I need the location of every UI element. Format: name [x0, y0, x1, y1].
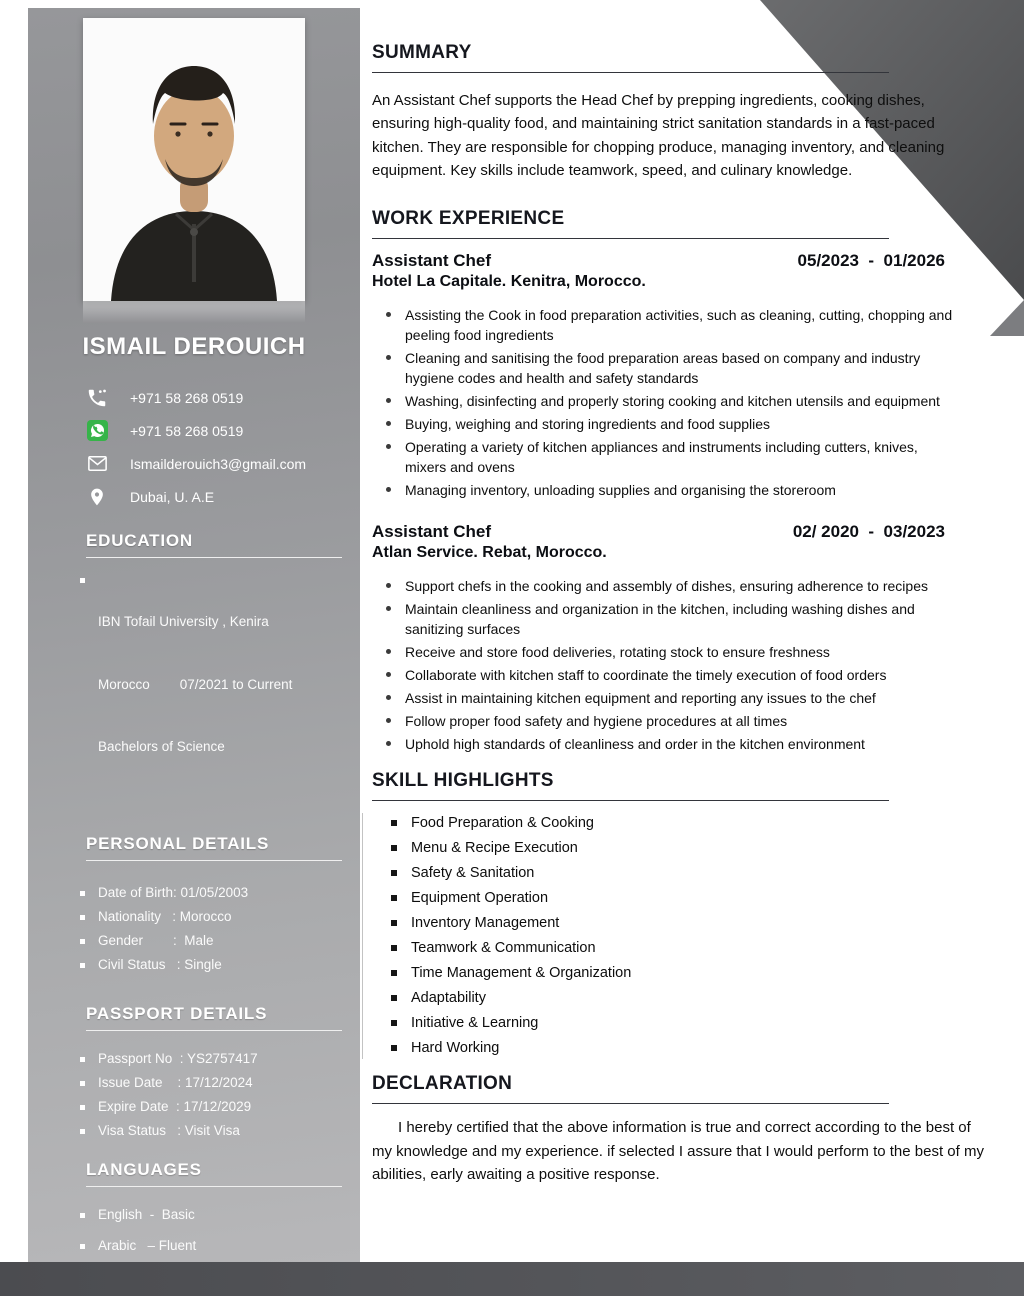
skill-item: [391, 838, 985, 859]
main-content: [372, 8, 985, 1186]
list-item: [80, 1236, 346, 1257]
location-icon: [84, 487, 110, 507]
skills-list: [362, 813, 985, 1059]
square-bullet: [80, 1213, 85, 1218]
job-bullet-text: Support chefs in the cooking and assembly of dishes, ensuring adherence to recipes: [405, 578, 928, 595]
square-bullet: [80, 1244, 85, 1249]
skill-text: Equipment Operation: [411, 890, 549, 907]
date-of-birth: Date of Birth: 01/05/2003: [98, 885, 249, 901]
skills-heading: SKILL HIGHLIGHTS: [372, 770, 889, 801]
education-item: [80, 570, 346, 800]
passport-issue-date: Issue Date : 17/12/2024: [98, 1074, 253, 1090]
square-bullet: [80, 1105, 85, 1110]
personal-details-section: [86, 834, 342, 861]
square-bullet: [391, 970, 397, 976]
education-list: [28, 570, 360, 800]
job-company: Hotel La Capitale. Kenitra, Morocco.: [372, 273, 646, 290]
candidate-name: ISMAIL DEROUICH: [82, 333, 306, 360]
job-title: Assistant Chef: [372, 522, 492, 542]
square-bullet: [80, 915, 85, 920]
square-bullet: [391, 945, 397, 951]
list-item: [80, 1097, 346, 1118]
square-bullet: [80, 1081, 85, 1086]
job-bullet-text: Assisting the Cook in food preparation activities, such as cleaning, cutting, chopping and peeling food ingredients: [405, 307, 953, 344]
bullet-dot: [386, 649, 391, 654]
job-bullet-text: Uphold high standards of cleanliness and order in the kitchen environment: [405, 736, 865, 753]
education-heading: EDUCATION: [86, 531, 342, 558]
square-bullet: [391, 845, 397, 851]
square-bullet: [80, 891, 85, 896]
skill-item: [391, 1013, 985, 1034]
job-bullet: [386, 348, 961, 388]
job-bullet: [386, 437, 961, 477]
skill-text: Safety & Sanitation: [411, 865, 535, 882]
phone-icon: [84, 387, 110, 409]
skill-text: Teamwork & Communication: [411, 940, 596, 957]
language-arabic: Arabic – Fluent: [98, 1238, 197, 1254]
job-bullet: [386, 734, 961, 754]
job-bullet-text: Maintain cleanliness and organization in the kitchen, including washing dishes and sanitizing surfaces: [405, 601, 915, 638]
job-bullet-text: Managing inventory, unloading supplies and organising the storeroom: [405, 482, 836, 499]
job-bullet-text: Follow proper food safety and hygiene procedures at all times: [405, 713, 788, 730]
square-bullet: [80, 1057, 85, 1062]
job-bullet-text: Washing, disinfecting and properly storing cooking and kitchen utensils and equipment: [405, 393, 940, 410]
bottom-bar: [0, 1262, 1024, 1296]
job-bullet-text: Buying, weighing and storing ingredients and food supplies: [405, 416, 771, 433]
profile-photo: [83, 18, 305, 301]
skill-text: Inventory Management: [411, 915, 560, 932]
passport-details-section: [86, 1004, 342, 1031]
list-item: [80, 1073, 346, 1094]
square-bullet: [391, 920, 397, 926]
language-english: English - Basic: [98, 1206, 195, 1222]
square-bullet: [391, 995, 397, 1001]
email-address: Ismailderouich3@gmail.com: [130, 455, 307, 472]
skill-text: Hard Working: [411, 1040, 500, 1057]
email-icon: [84, 452, 110, 475]
skill-item: [391, 1038, 985, 1059]
job-bullet-text: Assist in maintaining kitchen equipment and reporting any issues to the chef: [405, 690, 876, 707]
job-bullet-list: [372, 305, 985, 500]
contact-location-row: [84, 480, 360, 513]
skill-text: Menu & Recipe Execution: [411, 840, 578, 857]
job-bullet: [386, 642, 961, 662]
nationality: Nationality : Morocco: [98, 909, 232, 925]
job-bullet-text: Receive and store food deliveries, rotating stock to ensure freshness: [405, 644, 830, 661]
skill-item: [391, 913, 985, 934]
passport-details-list: [28, 1049, 360, 1142]
job-bullet-text: Cleaning and sanitising the food preparation areas based on company and industry hygiene codes and health and safety standards: [405, 350, 921, 387]
job-dates: 02/ 2020 - 03/2023: [792, 522, 945, 542]
square-bullet: [391, 820, 397, 826]
skill-text: Time Management & Organization: [411, 965, 632, 982]
list-item: [80, 1121, 346, 1142]
skill-item: [391, 938, 985, 959]
job-bullet: [386, 665, 961, 685]
gender: Gender : Male: [98, 932, 214, 948]
job-bullet-text: Collaborate with kitchen staff to coordinate the timely execution of food orders: [405, 667, 887, 684]
job-dates: 05/2023 - 01/2026: [797, 251, 945, 270]
bullet-dot: [386, 487, 391, 492]
skill-text: Food Preparation & Cooking: [411, 815, 594, 832]
job-bullet: [386, 711, 961, 731]
square-bullet: [391, 1020, 397, 1026]
bullet-dot: [386, 672, 391, 677]
whatsapp-icon: [84, 420, 110, 441]
civil-status: Civil Status : Single: [98, 956, 222, 972]
contact-phone-row: [84, 381, 360, 414]
bullet-dot: [386, 718, 391, 723]
passport-details-heading: PASSPORT DETAILS: [86, 1004, 342, 1031]
skill-text: Initiative & Learning: [411, 1015, 539, 1032]
skill-item: [391, 813, 985, 834]
square-bullet: [80, 963, 85, 968]
job-bullet: [386, 599, 961, 639]
job-bullet: [386, 480, 961, 500]
bullet-dot: [386, 741, 391, 746]
sidebar: [28, 8, 360, 1262]
phone-number: +971 58 268 0519: [130, 389, 244, 406]
person-avatar: [83, 18, 305, 301]
job-bullet: [386, 688, 961, 708]
education-section: [86, 531, 342, 558]
skill-item: [391, 963, 985, 984]
job-bullet: [386, 414, 961, 434]
contact-whatsapp-row: [84, 414, 360, 447]
square-bullet: [80, 578, 85, 583]
visa-status: Visa Status : Visit Visa: [98, 1122, 240, 1138]
declaration-text: I hereby certified that the above information is true and correct according to the best of my knowledge and my experience. if selected I assure that I would perform to the best of my abilities, early awaiting a positive response.: [372, 1119, 984, 1183]
location-text: Dubai, U. A.E: [130, 488, 215, 505]
job-bullet: [386, 305, 961, 345]
square-bullet: [391, 895, 397, 901]
list-item: [80, 907, 346, 928]
contact-list: [84, 381, 360, 513]
passport-number: Passport No : YS2757417: [98, 1050, 258, 1066]
summary-text: An Assistant Chef supports the Head Chef by prepping ingredients, cooking dishes, ensuring high-quality food, and maintaining strict sanitation standards in a fast-paced kitchen. They are responsible for chopping produce, managing inventory, and cleaning equipment. Key skills include teamwork, speed, and culinary knowledge.: [372, 92, 945, 179]
declaration-heading: DECLARATION: [372, 1073, 889, 1104]
list-item: [80, 955, 346, 976]
job-header: [372, 251, 985, 271]
list-item: [80, 883, 346, 904]
photo-reflection: [83, 301, 305, 323]
square-bullet: [391, 870, 397, 876]
contact-email-row: [84, 447, 360, 480]
personal-details-heading: PERSONAL DETAILS: [86, 834, 342, 861]
skill-item: [391, 888, 985, 909]
job-header: [372, 522, 985, 542]
list-item: [80, 1049, 346, 1070]
square-bullet: [80, 939, 85, 944]
education-line: Morocco 07/2021 to Current: [98, 676, 293, 692]
summary-heading: SUMMARY: [372, 42, 889, 73]
job-bullet-text: Operating a variety of kitchen appliances and instruments including cutters, knives, mixers and ovens: [405, 439, 918, 476]
list-item: [80, 931, 346, 952]
bullet-dot: [386, 444, 391, 449]
job-bullet: [386, 391, 961, 411]
job-bullet: [386, 576, 961, 596]
skill-item: [391, 988, 985, 1009]
bullet-dot: [386, 695, 391, 700]
bullet-dot: [386, 421, 391, 426]
languages-heading: LANGUAGES: [86, 1160, 342, 1187]
square-bullet: [80, 1129, 85, 1134]
bullet-dot: [386, 583, 391, 588]
job-title: Assistant Chef: [372, 251, 492, 270]
bullet-dot: [386, 355, 391, 360]
skill-item: [391, 863, 985, 884]
passport-expire-date: Expire Date : 17/12/2029: [98, 1098, 252, 1114]
bullet-dot: [386, 312, 391, 317]
job-bullet-list: [372, 576, 985, 754]
list-item: [80, 1205, 346, 1226]
work-experience-heading: WORK EXPERIENCE: [372, 208, 889, 239]
bullet-dot: [386, 606, 391, 611]
job-company: Atlan Service. Rebat, Morocco.: [372, 544, 607, 562]
square-bullet: [391, 1045, 397, 1051]
whatsapp-number: +971 58 268 0519: [130, 422, 244, 439]
education-line: Bachelors of Science: [98, 739, 225, 755]
education-line: IBN Tofail University , Kenira: [98, 613, 269, 629]
personal-details-list: [28, 883, 360, 976]
bullet-dot: [386, 398, 391, 403]
skill-text: Adaptability: [411, 990, 486, 1007]
languages-section: [86, 1160, 342, 1187]
